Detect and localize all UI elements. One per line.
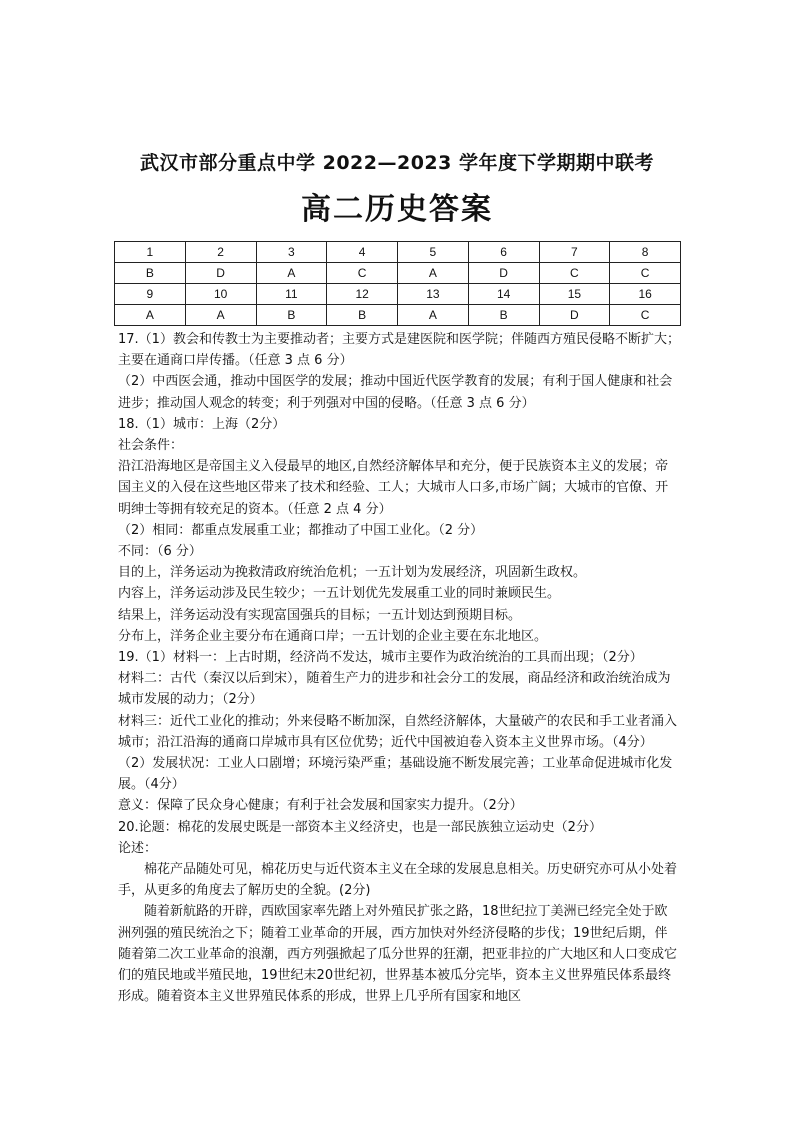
exam-subtitle: 武汉市部分重点中学 2022—2023 学年度下学期期中联考 (140, 152, 654, 174)
table-cell: 16 (610, 284, 681, 305)
table-cell: 5 (398, 242, 469, 263)
table-cell: 14 (468, 284, 539, 305)
answer-20-thesis: 20.论题：棉花的发展史既是一部资本主义经济史，也是一部民族独立运动史（2分） (118, 819, 602, 835)
table-cell: 3 (256, 242, 327, 263)
table-cell: A (398, 305, 469, 326)
table-cell: 10 (185, 284, 256, 305)
table-cell: B (468, 305, 539, 326)
answer-18-1: 18.（1）城市：上海（2分） (118, 416, 286, 432)
table-cell: 6 (468, 242, 539, 263)
answer-19-1-material-2: 材料二：古代（秦汉以后到宋），随着生产力的进步和社会分工的发展，商品经济和政治统治成为城市发展的动力；（2分） (118, 671, 671, 708)
table-row (115, 284, 681, 305)
answer-19-1-material-3: 材料三：近代工业化的推动；外来侵略不断加深，自然经济解体，大量破产的农民和手工业者涌入城市；沿江沿海的通商口岸城市具有区位优势；近代中国被迫卷入资本主义世界市场。（4分） (118, 713, 678, 750)
answer-table (114, 241, 681, 326)
table-cell: B (256, 305, 327, 326)
table-cell: B (327, 305, 398, 326)
difference-result: 结果上，洋务运动没有实现富国强兵的目标；一五计划达到预期目标。 (118, 607, 522, 623)
table-cell: 9 (115, 284, 186, 305)
answer-19-2: （2）发展状况：工业人口剧增；环境污染严重；基础设施不断发展完善；工业革命促进城市化发展。（4分） (118, 756, 673, 793)
table-cell: A (185, 305, 256, 326)
table-row (115, 242, 681, 263)
argument-paragraph: 随着新航路的开辟，西欧国家率先踏上对外殖民扩张之路，18世纪拉丁美洲已经完全处于欧洲列强的殖民统治之下；随着工业革命的开展，西方加快对外经济侵略的步伐；19世纪后期，伴随着第二次工业革命的浪潮，西方列强掀起了瓜分世界的狂潮，把亚非拉的广大地区和人口变成它们的殖民地或半殖民地，19世纪末20世纪初，世界基本被瓜分完毕，资本主义世界殖民体系最终形成。随着资本主义世界殖民体系的形成，世界上几乎所有国家和地区 (118, 904, 678, 1005)
table-cell: 12 (327, 284, 398, 305)
table-row (115, 263, 681, 284)
table-cell: C (327, 263, 398, 284)
social-conditions-text: 沿江沿海地区是帝国主义入侵最早的地区,自然经济解体早和充分，便于民族资本主义的发展；帝国主义的入侵在这些地区带来了技术和经验、工人；大城市人口多,市场广阔；大城市的官僚、开明绅士等拥有较充足的资本。（任意 2 点 4 分） (118, 459, 669, 517)
table-cell: 2 (185, 242, 256, 263)
answer-20-argument-heading: 论述： (118, 840, 158, 856)
table-cell: 15 (539, 284, 610, 305)
table-cell: C (610, 305, 681, 326)
table-cell: D (539, 305, 610, 326)
table-cell: B (115, 263, 186, 284)
answer-17-1: 17.（1）教会和传教士为主要推动者；主要方式是建医院和医学院；伴随西方殖民侵略不断扩大；主要在通商口岸传播。（任意 3 点 6 分） (118, 332, 680, 369)
answer-19-1-material-1: 19.（1）材料一：上古时期，经济尚不发达，城市主要作为政治统治的工具而出现；（2分） (118, 650, 643, 666)
answer-17-2: （2）中西医会通，推动中国医学的发展；推动中国近代医学教育的发展；有利于国人健康和社会进步；推动国人观念的转变；利于列强对中国的侵略。（任意 3 点 6 分） (118, 374, 673, 411)
table-cell: A (115, 305, 186, 326)
difference-content: 内容上，洋务运动涉及民生较少；一五计划优先发展重工业的同时兼顾民生。 (118, 586, 561, 602)
answer-body (118, 329, 680, 1008)
table-cell: 13 (398, 284, 469, 305)
table-cell: 7 (539, 242, 610, 263)
table-cell: D (185, 263, 256, 284)
answer-19-significance: 意义：保障了民众身心健康；有利于社会发展和国家实力提升。（2分） (118, 798, 523, 814)
page-title: 高二历史答案 (301, 192, 493, 227)
difference-purpose: 目的上，洋务运动为挽救清政府统治危机；一五计划为发展经济，巩固新生政权。 (118, 565, 587, 581)
differences-heading: 不同：（6 分） (118, 544, 202, 560)
argument-paragraph: 棉花产品随处可见，棉花历史与近代资本主义在全球的发展息息相关。历史研究亦可从小处着手，从更多的角度去了解历史的全貌。(2分) (118, 862, 678, 899)
social-conditions-heading: 社会条件： (118, 438, 184, 454)
table-cell: C (610, 263, 681, 284)
table-cell: 8 (610, 242, 681, 263)
table-cell: 4 (327, 242, 398, 263)
table-cell: D (468, 263, 539, 284)
table-cell: 1 (115, 242, 186, 263)
difference-distribution: 分布上，洋务企业主要分布在通商口岸；一五计划的企业主要在东北地区。 (118, 628, 548, 644)
table-row (115, 305, 681, 326)
answer-18-2: （2）相同：都重点发展重工业；都推动了中国工业化。（2 分） (118, 522, 484, 538)
table-cell: A (256, 263, 327, 284)
table-cell: A (398, 263, 469, 284)
table-cell: 11 (256, 284, 327, 305)
table-cell: C (539, 263, 610, 284)
